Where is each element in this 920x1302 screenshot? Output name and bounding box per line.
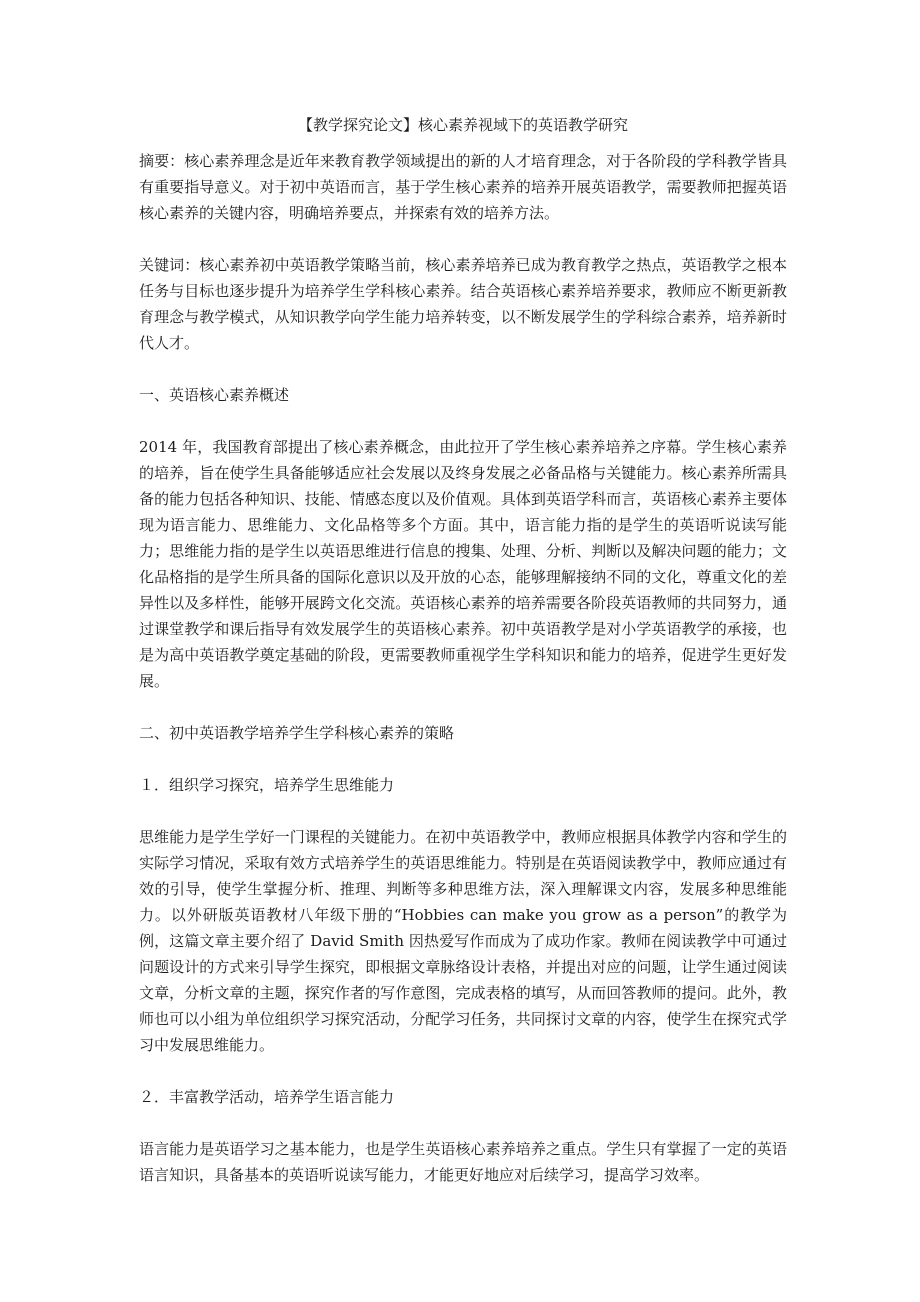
section1-paragraph: 2014 年，我国教育部提出了核心素养概念，由此拉开了学生核心素养培养之序幕。学生核心素养的培养，旨在使学生具备能够适应社会发展以及终身发展之必备品格与关键能力。核心素养所需具备的能力包括各种知识、技能、情感态度以及价值观。具体到英语学科而言，英语核心素养主要体现为语言能力、思维能力、文化品格等多个方面。其中，语言能力指的是学生的英语听说读写能力；思维能力指的是学生以英语思维进行信息的搜集、处理、分析、判断以及解决问题的能力；文化品格指的是学生所具备的国际化意识以及开放的心态，能够理解接纳不同的文化，尊重文化的差异性以及多样性，能够开展跨文化交流。英语核心素养的培养需要各阶段英语教师的共同努力，通过课堂教学和课后指导有效发展学生的英语核心素养。初中英语教学是对小学英语教学的承接，也是为高中英语教学奠定基础的阶段，更需要教师重视学生学科知识和能力的培养，促进学生更好发展。 bbox=[139, 438, 787, 690]
subsection1-heading: １．组织学习探究，培养学生思维能力 bbox=[139, 776, 395, 794]
paragraph-gap bbox=[139, 746, 787, 772]
section1-heading: 一、英语核心素养概述 bbox=[139, 386, 290, 404]
keywords-paragraph: 关键词：核心素养初中英语教学策略当前，核心素养培养已成为教育教学之热点，英语教学之根本任务与目标也逐步提升为培养学生学科核心素养。结合英语核心素养培养要求，教师应不断更新教育理念与教学模式，从知识教学向学生能力培养转变，以不断发展学生的学科综合素养，培养新时代人才。 bbox=[139, 256, 787, 352]
paragraph-gap bbox=[139, 1058, 787, 1084]
paragraph-gap bbox=[139, 694, 787, 720]
document-page bbox=[139, 112, 787, 1188]
subsection1-paragraph: 思维能力是学生学好一门课程的关键能力。在初中英语教学中，教师应根据具体教学内容和学生的实际学习情况，采取有效方式培养学生的英语思维能力。特别是在英语阅读教学中，教师应通过有效的引导，使学生掌握分析、推理、判断等多种思维方法，深入理解课文内容，发展多种思维能力。以外研版英语教材八年级下册的“Hobbies can make you grow as a person”的教学为例，这篇文章主要介绍了 David Smith 因热爱写作而成为了成功作家。教师在阅读教学中可通过问题设计的方式来引导学生探究，即根据文章脉络设计表格，并提出对应的问题，让学生通过阅读文章，分析文章的主题，探究作者的写作意图，完成表格的填写，从而回答教师的提问。此外，教师也可以小组为单位组织学习探究活动，分配学习任务，共同探讨文章的内容，使学生在探究式学习中发展思维能力。 bbox=[139, 828, 787, 1054]
paragraph-gap bbox=[139, 356, 787, 382]
paragraph-gap bbox=[139, 226, 787, 252]
subsection2-paragraph: 语言能力是英语学习之基本能力，也是学生英语核心素养培养之重点。学生只有掌握了一定的英语语言知识，具备基本的英语听说读写能力，才能更好地应对后续学习，提高学习效率。 bbox=[139, 1140, 787, 1184]
paragraph-gap bbox=[139, 798, 787, 824]
paragraph-gap bbox=[139, 1110, 787, 1136]
abstract-paragraph: 摘要：核心素养理念是近年来教育教学领域提出的新的人才培育理念，对于各阶段的学科教学皆具有重要指导意义。对于初中英语而言，基于学生核心素养的培养开展英语教学，需要教师把握英语核心素养的关键内容，明确培养要点，并探索有效的培养方法。 bbox=[139, 152, 787, 222]
paragraph-gap bbox=[139, 408, 787, 434]
document-title: 【教学探究论文】核心素养视域下的英语教学研究 bbox=[297, 116, 628, 134]
subsection2-heading: ２．丰富教学活动，培养学生语言能力 bbox=[139, 1088, 395, 1106]
section2-heading: 二、初中英语教学培养学生学科核心素养的策略 bbox=[139, 724, 455, 742]
